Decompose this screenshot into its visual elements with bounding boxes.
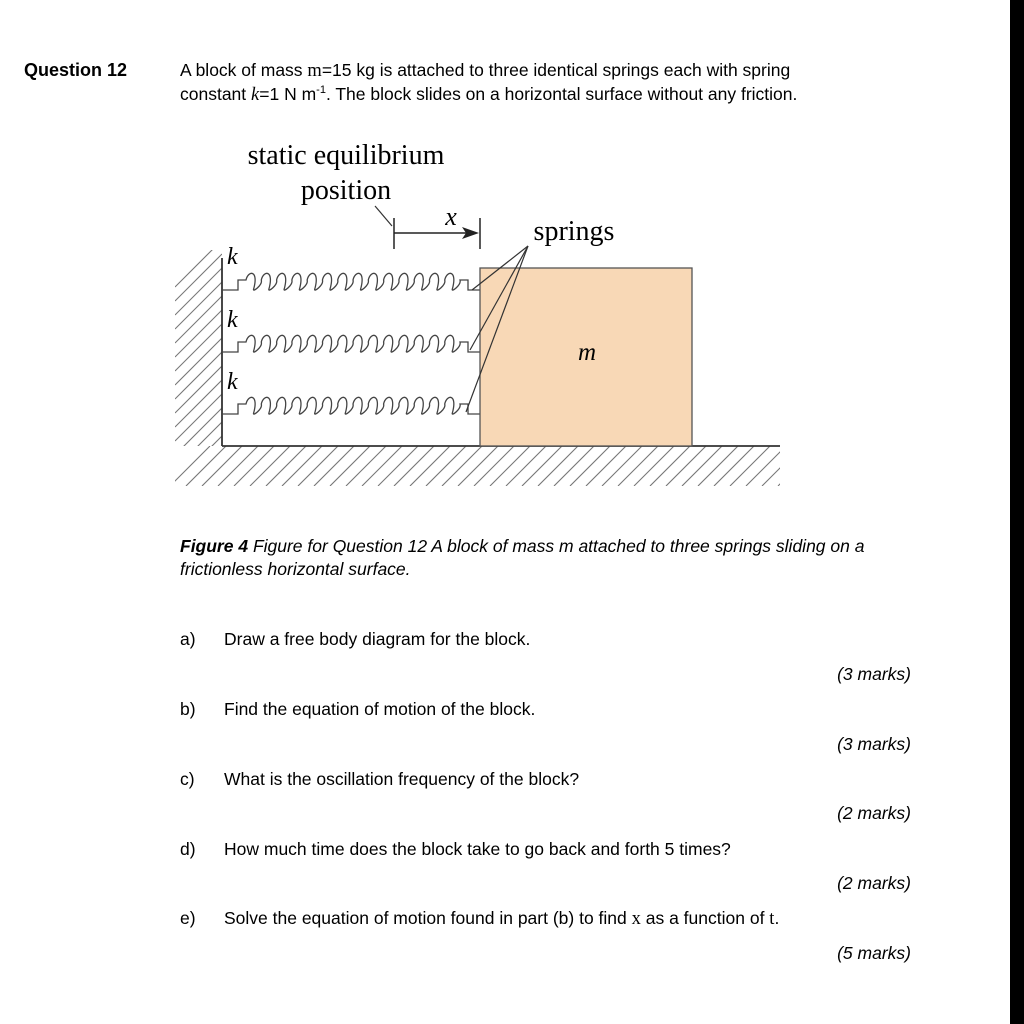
hatch-line (175, 394, 222, 441)
equilibrium-pointer (375, 206, 392, 226)
hatch-line (378, 446, 418, 486)
hatch-line (186, 446, 226, 486)
hatch-line (586, 446, 626, 486)
intro-line-1: A block of mass m=15 kg is attached to three identical springs each with spring (180, 60, 791, 81)
spring-bottom (222, 397, 480, 414)
hatch-line (218, 446, 258, 486)
hatch-line (666, 446, 706, 486)
springs-label: springs (533, 216, 615, 247)
part-e: e) Solve the equation of motion found in part (b) to find x as a function of t. (180, 908, 780, 929)
part-d: d) How much time does the block take to go back and forth 5 times? (180, 839, 731, 859)
part-a: a) Draw a free body diagram for the block. (180, 629, 531, 649)
hatch-line (175, 464, 222, 511)
hatch-line (650, 446, 690, 486)
hatch-line (282, 446, 322, 486)
hatch-line (314, 446, 354, 486)
hatch-line (410, 446, 450, 486)
hatch-line (250, 446, 290, 486)
static-equilibrium-label: static equilibrium (247, 140, 445, 171)
hatch-line (554, 446, 594, 486)
part-b: b) Find the equation of motion of the block. (180, 699, 536, 719)
hatch-line (346, 446, 386, 486)
hatch-line (175, 408, 222, 455)
hatch-line (474, 446, 514, 486)
hatch-line (175, 366, 222, 413)
hatch-line (175, 422, 222, 469)
part-d-marks: (2 marks) (837, 873, 911, 893)
hatch-line (362, 446, 402, 486)
hatch-line (490, 446, 530, 486)
hatch-line (602, 446, 642, 486)
spring-constant-label-bottom: k (227, 369, 238, 395)
part-e-marks: (5 marks) (837, 943, 911, 963)
hatch-line (426, 446, 466, 486)
part-c: c) What is the oscillation frequency of the block? (180, 769, 580, 789)
hatch-line (175, 240, 222, 287)
hatch-line (202, 446, 242, 486)
hatch-line (175, 436, 222, 483)
hatch-line (442, 446, 482, 486)
hatch-line (458, 446, 498, 486)
part-a-marks: (3 marks) (837, 664, 911, 684)
part-c-marks: (2 marks) (837, 803, 911, 823)
figure-caption: Figure 4 Figure for Question 12 A block of mass m attached to three springs sliding on a frictionless horizontal surface. (180, 536, 865, 579)
hatch-line (730, 446, 770, 486)
wall-hatching (175, 240, 222, 520)
floor-hatching (170, 446, 834, 486)
hatch-line (714, 446, 754, 486)
hatch-line (570, 446, 610, 486)
hatch-line (698, 446, 738, 486)
hatch-line (618, 446, 658, 486)
hatch-line (634, 446, 674, 486)
hatch-line (538, 446, 578, 486)
hatch-line (175, 380, 222, 427)
hatch-line (762, 446, 802, 486)
intro-line-2: constant k=1 N $m^{-1}$. The block slides on a horizontal surface without any friction. (180, 84, 798, 105)
hatch-line (175, 324, 222, 371)
part-b-marks: (3 marks) (837, 734, 911, 754)
hatch-line (175, 254, 222, 301)
position-label: position (300, 175, 392, 206)
hatch-line (522, 446, 562, 486)
hatch-line (266, 446, 306, 486)
spring-top (222, 273, 480, 290)
hatch-line (330, 446, 370, 486)
hatch-line (746, 446, 786, 486)
spring-constant-label-middle: k (227, 307, 238, 333)
hatch-line (170, 446, 210, 486)
hatch-line (175, 296, 222, 343)
hatch-line (175, 352, 222, 399)
hatch-line (175, 268, 222, 315)
hatch-line (506, 446, 546, 486)
hatch-line (175, 310, 222, 357)
question-label: Question 12 (24, 60, 128, 80)
hatch-line (175, 478, 222, 520)
spring-constant-label-top: k (227, 244, 238, 270)
hatch-line (298, 446, 338, 486)
hatch-line (778, 446, 818, 486)
hatch-line (682, 446, 722, 486)
hatch-line (794, 446, 834, 486)
hatch-line (175, 282, 222, 329)
mass-label: m (577, 339, 597, 366)
displacement-label: x (445, 202, 457, 231)
hatch-line (234, 446, 274, 486)
hatch-line (394, 446, 434, 486)
spring-middle (222, 335, 480, 352)
hatch-line (175, 338, 222, 385)
